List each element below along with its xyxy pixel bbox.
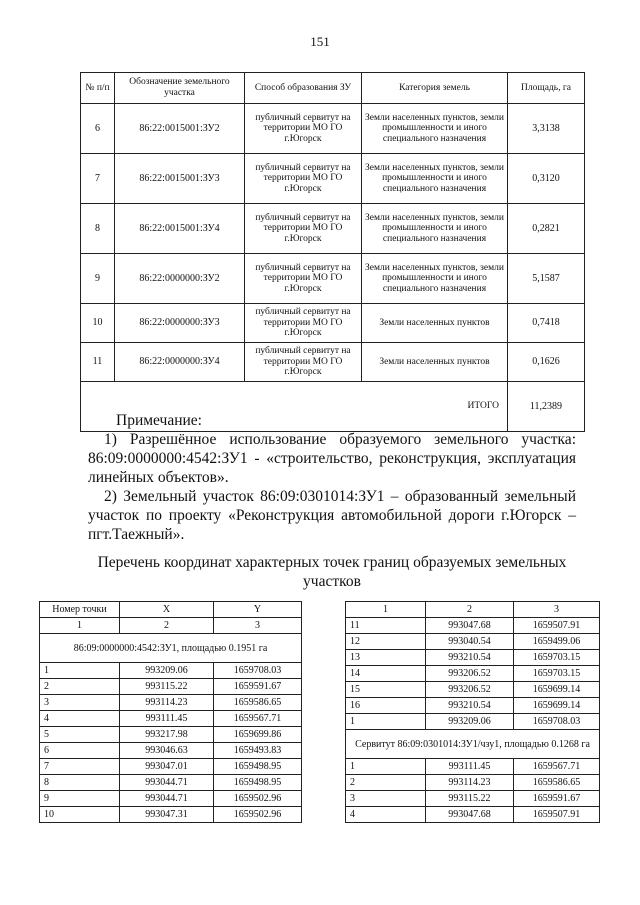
row-method: публичный сервитут на территории МО ГО г.Югорск	[245, 343, 362, 382]
y-value: 1659567.71	[514, 759, 600, 775]
y-value: 1659703.15	[514, 650, 600, 666]
x-value: 993044.71	[120, 775, 214, 791]
table-row	[346, 759, 600, 775]
table-row	[346, 807, 600, 823]
total-label: ИТОГО	[81, 382, 508, 432]
point-number: 4	[40, 711, 120, 727]
y-value: 1659699.14	[514, 698, 600, 714]
row-area: 5,1587	[508, 254, 585, 304]
coordinates-title: Перечень координат характерных точек границ образуемых земельных участков	[97, 554, 567, 590]
y-value: 1659699.14	[514, 682, 600, 698]
header-area: Площадь, га	[508, 73, 585, 104]
table-row	[346, 791, 600, 807]
section-row	[40, 634, 302, 663]
notes	[88, 411, 576, 544]
row-code: 86:22:0015001:ЗУ3	[115, 154, 245, 204]
point-number: 3	[40, 695, 120, 711]
y-value: 1659586.65	[214, 695, 302, 711]
header-code: Обозначение земельного участка	[115, 73, 245, 104]
row-method: публичный сервитут на территории МО ГО г.Югорск	[245, 204, 362, 254]
x-value: 993115.22	[426, 791, 514, 807]
y-value: 1659499.06	[514, 634, 600, 650]
point-number: 15	[346, 682, 426, 698]
table-row	[346, 682, 600, 698]
table-row	[81, 154, 585, 204]
table-row	[346, 634, 600, 650]
header-y: Y	[214, 602, 302, 618]
header-x: X	[120, 602, 214, 618]
x-value: 993046.63	[120, 743, 214, 759]
table-row	[81, 204, 585, 254]
row-num: 6	[81, 104, 115, 154]
index-cell: 1	[40, 618, 120, 634]
y-value: 1659498.95	[214, 759, 302, 775]
point-number: 2	[40, 679, 120, 695]
x-value: 993047.31	[120, 807, 214, 823]
x-value: 993114.23	[120, 695, 214, 711]
row-category: Земли населенных пунктов, земли промышленности и иного специального назначения	[362, 204, 508, 254]
point-number: 4	[346, 807, 426, 823]
header-method: Способ образования ЗУ	[245, 73, 362, 104]
row-area: 3,3138	[508, 104, 585, 154]
point-number: 11	[346, 618, 426, 634]
page-number: 151	[310, 34, 330, 49]
coords-index-row	[40, 618, 302, 634]
notes-heading: Примечание:	[116, 412, 202, 429]
note-item-2: 2) Земельный участок 86:09:0301014:ЗУ1 – образованный земельный участок по проекту «Реконструкция автомобильной дороги г.Югорск – пгт.Таежный».	[88, 488, 576, 543]
x-value: 993217.98	[120, 727, 214, 743]
y-value: 1659507.91	[514, 618, 600, 634]
row-code: 86:22:0000000:ЗУ4	[115, 343, 245, 382]
y-value: 1659708.03	[214, 663, 302, 679]
row-area: 0,2821	[508, 204, 585, 254]
point-number: 3	[346, 791, 426, 807]
index-cell: 2	[426, 602, 514, 618]
table-row	[346, 775, 600, 791]
row-code: 86:22:0015001:ЗУ2	[115, 104, 245, 154]
x-value: 993210.54	[426, 698, 514, 714]
row-area: 0,3120	[508, 154, 585, 204]
x-value: 993047.68	[426, 618, 514, 634]
row-category: Земли населенных пунктов	[362, 343, 508, 382]
table-row	[346, 618, 600, 634]
table-row	[346, 666, 600, 682]
row-area: 0,1626	[508, 343, 585, 382]
x-value: 993040.54	[426, 634, 514, 650]
coordinates-table-right	[345, 601, 600, 823]
y-value: 1659703.15	[514, 666, 600, 682]
row-category: Земли населенных пунктов, земли промышленности и иного специального назначения	[362, 154, 508, 204]
table-row	[40, 759, 302, 775]
x-value: 993210.54	[426, 650, 514, 666]
y-value: 1659708.03	[514, 714, 600, 730]
coords-header-row	[40, 602, 302, 618]
row-code: 86:22:0015001:ЗУ4	[115, 204, 245, 254]
point-number: 13	[346, 650, 426, 666]
total-value: 11,2389	[508, 382, 585, 432]
table-row	[346, 698, 600, 714]
x-value: 993209.06	[426, 714, 514, 730]
coordinates-table-left	[39, 601, 302, 823]
header-point-number: Номер точки	[40, 602, 120, 618]
table-row	[40, 807, 302, 823]
index-cell: 3	[514, 602, 600, 618]
y-value: 1659507.91	[514, 807, 600, 823]
table-row	[81, 304, 585, 343]
x-value: 993111.45	[426, 759, 514, 775]
x-value: 993114.23	[426, 775, 514, 791]
point-number: 16	[346, 698, 426, 714]
table-row	[81, 254, 585, 304]
index-cell: 2	[120, 618, 214, 634]
row-num: 10	[81, 304, 115, 343]
y-value: 1659586.65	[514, 775, 600, 791]
table-row	[40, 775, 302, 791]
point-number: 14	[346, 666, 426, 682]
y-value: 1659498.95	[214, 775, 302, 791]
x-value: 993111.45	[120, 711, 214, 727]
x-value: 993209.06	[120, 663, 214, 679]
point-number: 6	[40, 743, 120, 759]
parcels-table	[80, 72, 585, 432]
note-item-1: 1) Разрешённое использование образуемого земельного участка: 86:09:0000000:4542:ЗУ1 - «строительство, реконструкция, эксплуатация линейных объектов».	[88, 431, 576, 486]
row-num: 7	[81, 154, 115, 204]
point-number: 2	[346, 775, 426, 791]
table-row	[40, 663, 302, 679]
table-row	[346, 650, 600, 666]
header-category: Категория земель	[362, 73, 508, 104]
y-value: 1659502.96	[214, 791, 302, 807]
row-code: 86:22:0000000:ЗУ2	[115, 254, 245, 304]
point-number: 5	[40, 727, 120, 743]
parcels-header-row	[81, 73, 585, 104]
row-category: Земли населенных пунктов, земли промышленности и иного специального назначения	[362, 254, 508, 304]
table-row	[346, 714, 600, 730]
row-category: Земли населенных пунктов, земли промышленности и иного специального назначения	[362, 104, 508, 154]
point-number: 10	[40, 807, 120, 823]
section-title: 86:09:0000000:4542:ЗУ1, площадью 0.1951 га	[40, 634, 302, 663]
row-method: публичный сервитут на территории МО ГО г.Югорск	[245, 304, 362, 343]
header-num: № п/п	[81, 73, 115, 104]
index-cell: 1	[346, 602, 426, 618]
x-value: 993047.68	[426, 807, 514, 823]
y-value: 1659567.71	[214, 711, 302, 727]
table-row	[81, 343, 585, 382]
table-row	[40, 727, 302, 743]
row-method: публичный сервитут на территории МО ГО г.Югорск	[245, 254, 362, 304]
x-value: 993115.22	[120, 679, 214, 695]
row-num: 11	[81, 343, 115, 382]
point-number: 1	[40, 663, 120, 679]
y-value: 1659591.67	[214, 679, 302, 695]
row-code: 86:22:0000000:ЗУ3	[115, 304, 245, 343]
point-number: 1	[346, 759, 426, 775]
table-row	[40, 791, 302, 807]
x-value: 993206.52	[426, 682, 514, 698]
row-num: 9	[81, 254, 115, 304]
y-value: 1659502.96	[214, 807, 302, 823]
x-value: 993206.52	[426, 666, 514, 682]
point-number: 1	[346, 714, 426, 730]
y-value: 1659591.67	[514, 791, 600, 807]
row-method: публичный сервитут на территории МО ГО г.Югорск	[245, 154, 362, 204]
x-value: 993044.71	[120, 791, 214, 807]
y-value: 1659493.83	[214, 743, 302, 759]
point-number: 9	[40, 791, 120, 807]
table-row	[40, 711, 302, 727]
y-value: 1659699.86	[214, 727, 302, 743]
point-number: 8	[40, 775, 120, 791]
index-cell: 3	[214, 618, 302, 634]
point-number: 12	[346, 634, 426, 650]
table-row	[81, 104, 585, 154]
row-method: публичный сервитут на территории МО ГО г.Югорск	[245, 104, 362, 154]
table-row	[40, 695, 302, 711]
coords-index-row	[346, 602, 600, 618]
table-row	[40, 743, 302, 759]
row-category: Земли населенных пунктов	[362, 304, 508, 343]
row-area: 0,7418	[508, 304, 585, 343]
point-number: 7	[40, 759, 120, 775]
row-num: 8	[81, 204, 115, 254]
table-row	[40, 679, 302, 695]
section-row	[346, 730, 600, 759]
x-value: 993047.01	[120, 759, 214, 775]
section-title: Сервитут 86:09:0301014:ЗУ1/чзу1, площадью 0.1268 га	[346, 730, 600, 759]
